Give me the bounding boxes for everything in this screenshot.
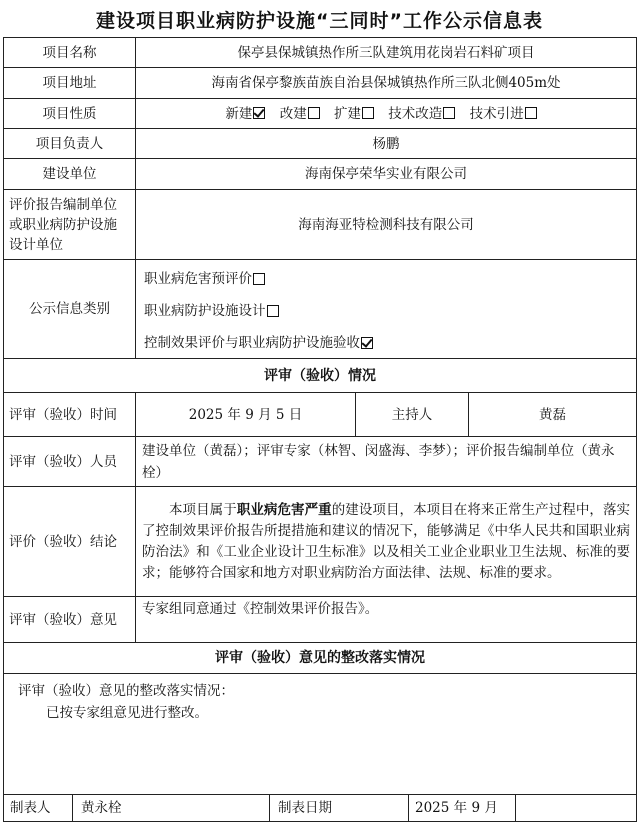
rectification-line-2: 已按专家组意见进行整改。 <box>46 705 208 721</box>
category-option <box>144 301 630 321</box>
project-address-value: 海南省保亭黎族苗族自治县保城镇热作所三队北侧405m处 <box>136 68 637 99</box>
page-title: 建设项目职业病防护设施“三同时”工作公示信息表 <box>96 10 543 32</box>
category-option <box>144 269 630 289</box>
project-address-label: 项目地址 <box>4 68 136 99</box>
rectification-line-1: 评审（验收）意见的整改落实情况： <box>18 683 234 699</box>
nature-option-rebuild <box>280 106 330 122</box>
conclusion-paragraph <box>142 498 630 586</box>
table-row <box>4 393 637 437</box>
nature-option-label: 技术引进 <box>469 105 524 122</box>
host-label: 主持人 <box>356 393 469 437</box>
project-nature-label: 项目性质 <box>4 99 136 129</box>
empty-box-icon <box>253 273 265 285</box>
builder-value: 海南保亭荣华实业有限公司 <box>136 159 637 190</box>
review-people-label: 评审（验收）人员 <box>4 437 136 487</box>
table-row <box>4 359 637 393</box>
table-row <box>4 260 637 359</box>
category-options <box>136 260 637 359</box>
checked-box-icon <box>361 337 373 349</box>
project-name-label: 项目名称 <box>4 38 136 68</box>
checked-box-icon <box>253 107 265 119</box>
nature-option-tech-renovation <box>388 106 465 122</box>
empty-box-icon <box>308 107 320 119</box>
maker-value: 黄永栓 <box>73 795 270 821</box>
eval-unit-value: 海南海亚特检测科技有限公司 <box>136 190 637 260</box>
table-row <box>4 674 637 795</box>
builder-label: 建设单位 <box>4 159 136 190</box>
conclusion-value <box>136 487 637 597</box>
project-name-value: 保亭县保城镇热作所三队建筑用花岗岩石料矿项目 <box>136 38 637 68</box>
nature-option-tech-import <box>470 106 547 122</box>
date-value: 2025 年 9 月 <box>409 795 516 821</box>
nature-option-new <box>225 106 275 122</box>
nature-option-label: 新建 <box>225 105 253 122</box>
category-option-label: 控制效果评价与职业病防护设施验收 <box>144 335 360 351</box>
table-row <box>4 99 637 129</box>
table-row <box>4 68 637 99</box>
table-row <box>4 159 637 190</box>
empty-box-icon <box>443 107 455 119</box>
nature-option-label: 扩建 <box>334 105 361 122</box>
review-people-value: 建设单位（黄磊）；评审专家（林智、闵盛海、李梦）；评价报告编制单位（黄永栓） <box>136 437 637 487</box>
info-table <box>3 37 637 822</box>
nature-option-label: 改建 <box>279 105 307 122</box>
table-row <box>4 129 637 159</box>
rectification-section-title: 评审（验收）意见的整改落实情况 <box>4 643 637 674</box>
review-section-title: 评审（验收）情况 <box>4 359 637 393</box>
footer-cell <box>4 795 637 822</box>
footer-row <box>4 795 636 821</box>
conclusion-text-post: 的建设项目，本项目在将来正常生产过程中，落实了控制效果评价报告所提措施和建议的情况下，能够满足《中华人民共和国职业病防治法》和《工业企业设计卫生标准》以及相关工业企业职业卫生法规、标准的要求；能够符合国家和地方对职业病防治方面法律、法规、标准的要求。 <box>142 501 631 581</box>
table-row <box>4 795 637 822</box>
table-row <box>4 643 637 674</box>
table-row <box>4 190 637 260</box>
project-nature-options <box>136 99 637 129</box>
category-option-label: 职业病危害预评价 <box>144 271 252 287</box>
project-manager-value: 杨鹏 <box>136 129 637 159</box>
date-label: 制表日期 <box>270 795 409 821</box>
category-label: 公示信息类别 <box>4 260 136 359</box>
host-value: 黄磊 <box>469 393 637 437</box>
table-row <box>4 437 637 487</box>
empty-box-icon <box>267 305 279 317</box>
project-manager-label: 项目负责人 <box>4 129 136 159</box>
category-option-label: 职业病防护设施设计 <box>144 303 266 319</box>
conclusion-label: 评价（验收）结论 <box>4 487 136 597</box>
nature-option-expand <box>334 106 384 122</box>
conclusion-text-bold: 职业病危害严重 <box>236 501 332 518</box>
footer-blank <box>516 795 636 821</box>
review-time-value: 2025 年 9 月 5 日 <box>136 393 356 437</box>
opinion-label: 评审（验收）意见 <box>4 597 136 643</box>
empty-box-icon <box>362 107 374 119</box>
nature-option-label: 技术改造 <box>388 105 443 122</box>
table-row <box>4 38 637 68</box>
eval-unit-label: 评价报告编制单位或职业病防护设施设计单位 <box>4 190 136 260</box>
empty-box-icon <box>525 107 537 119</box>
maker-label: 制表人 <box>4 795 73 821</box>
conclusion-text-pre: 本项目属于 <box>169 501 237 518</box>
table-row <box>4 597 637 643</box>
review-time-label: 评审（验收）时间 <box>4 393 136 437</box>
category-option <box>144 333 630 353</box>
rectification-body <box>4 674 637 795</box>
opinion-value: 专家组同意通过《控制效果评价报告》。 <box>136 597 637 643</box>
table-row <box>4 487 637 597</box>
